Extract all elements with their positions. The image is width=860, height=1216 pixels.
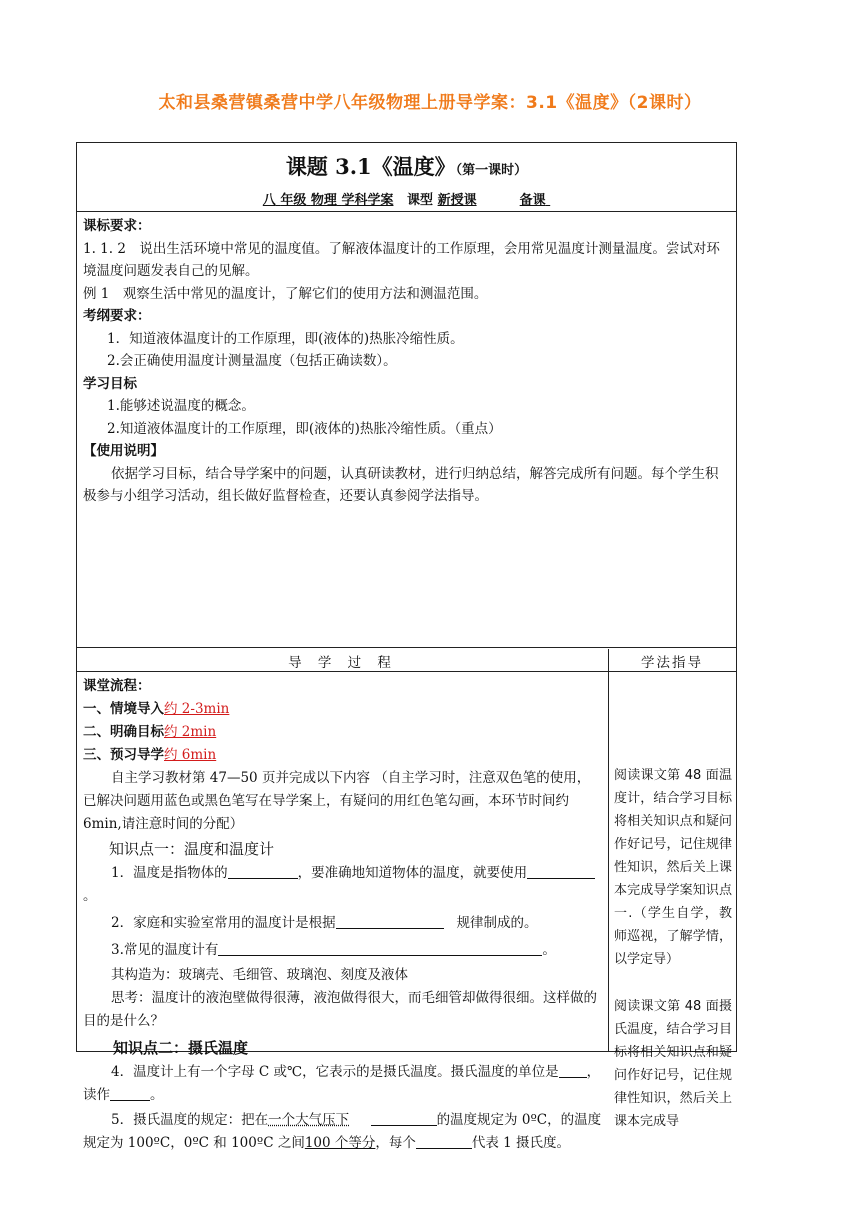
syllabus-item-1: 1．知道液体温度计的工作原理，即(液体的)热胀冷缩性质。 [107, 330, 464, 347]
lesson-sheet [76, 142, 737, 1151]
curriculum-heading: 课标要求： [83, 218, 151, 234]
answer-blank[interactable] [336, 913, 444, 929]
meta-subject: 物理 [310, 193, 337, 208]
answer-blank[interactable] [527, 863, 595, 879]
lesson-title [77, 151, 736, 181]
meta-prep: 备课 [519, 193, 546, 208]
meta-grade: 八 [262, 193, 276, 208]
column-process-header: 导 学 过 程 [288, 655, 397, 671]
answer-blank[interactable] [371, 1110, 437, 1126]
step-3: 三、预习导学约 6min [83, 747, 217, 763]
column-headers [77, 649, 736, 672]
self-study-text: 自主学习教材第 47—50 页并完成以下内容 （自主学习时，注意双色笔的使用，已解决问题用蓝色或黑色笔写在导学案上，有疑问的用红色笔勾画，本环节时间约 6min,请注意时间的分配） [83, 770, 591, 832]
usage-heading: 【使用说明】 [83, 443, 164, 459]
flow-heading: 课堂流程： [83, 678, 151, 694]
step-3-time: 约 6min [164, 747, 217, 763]
question-4: 4．温度计上有一个字母 C 或℃，它表示的是摄氏温度。摄氏温度的单位是 ，读作 。 [83, 1064, 601, 1103]
knowledge-point-2-title: 知识点二：摄氏温度 [113, 1039, 249, 1057]
step-2-time: 约 2min [164, 724, 217, 740]
meta-type-label: 课型 [407, 193, 434, 208]
think-text: 思考：温度计的液泡壁做得很薄，液泡做得很大，而毛细管却做得很细。这样做的目的是什么？ [83, 990, 597, 1029]
process-section [77, 672, 608, 1158]
question-3: 3.常见的温度计有 。 [111, 942, 556, 958]
step-1: 一、情境导入约 2-3min [83, 701, 230, 717]
method-section [610, 672, 736, 1133]
answer-blank[interactable] [416, 1133, 472, 1149]
document-title: 太和县桑营镇桑营中学八年级物理上册导学案：3.1《温度》（2课时） [158, 93, 702, 113]
answer-blank[interactable] [228, 863, 298, 879]
syllabus-item-2: 2.会正确使用温度计测量温度（包括正确读数）。 [107, 353, 397, 369]
lesson-meta [77, 189, 736, 208]
lesson-title-sub: （第一课时） [455, 163, 528, 178]
usage-text: 依据学习目标，结合导学案中的问题，认真研读教材，进行归纳总结，解答完成所有问题。每个学生积极参与小组学习活动，组长做好监督检查，还要认真参阅学法指导。 [83, 465, 719, 504]
goal-item-2: 2.知道液体温度计的工作原理，即(液体的)热胀冷缩性质。（重点） [107, 420, 502, 437]
question-2: 2．家庭和实验室常用的温度计是根据 规律制成的。 [111, 915, 538, 931]
goal-item-1: 1.能够述说温度的概念。 [107, 398, 255, 414]
answer-blank[interactable] [218, 940, 542, 956]
step-1-time: 约 2-3min [164, 701, 230, 717]
method-tip-2: 阅读课文第 48 面摄氏温度，结合学习目标将相关知识点和疑问作好记号，记住规律性知识，然后关上课本完成导 [614, 999, 732, 1129]
requirements-section [77, 212, 736, 648]
question-5: 5．摄氏温度的规定：把在一个大气压下 的温度规定为 0ºC，的温度规定为 100ºC，0ºC 和 100ºC 之间100 个等分，每个 代表 1 摄氏度。 [83, 1112, 602, 1151]
syllabus-heading: 考纲要求： [83, 308, 151, 324]
method-tip-1: 阅读课文第 48 面温度计，结合学习目标将相关知识点和疑问作好记号，记住规律性知识，然后关上课本完成导学案知识点一.（学生自学，教师巡视，了解学情，以学定导） [614, 768, 732, 967]
meta-type-value: 新授课 [437, 193, 477, 208]
meta-plan: 学科学案 [341, 193, 394, 208]
lesson-header [77, 143, 736, 212]
column-method-header: 学法指导 [641, 655, 703, 671]
question-1: 1．温度是指物体的 ，要准确地知道物体的温度，就要使用。 [83, 862, 602, 908]
structure-text: 其构造为：玻璃壳、毛细管、玻璃泡、刻度及液体 [111, 967, 408, 983]
column-divider [608, 649, 609, 1051]
goals-heading: 学习目标 [83, 375, 137, 392]
step-2: 二、明确目标约 2min [83, 724, 217, 740]
knowledge-point-1-title: 知识点一：温度和温度计 [109, 840, 275, 858]
answer-blank[interactable] [559, 1062, 587, 1078]
meta-grade-suffix: 年级 [280, 193, 307, 208]
curriculum-example: 例 1 观察生活中常见的温度计，了解它们的使用方法和测温范围。 [83, 285, 488, 302]
answer-blank[interactable] [110, 1085, 150, 1101]
curriculum-text: 1. 1. 2 说出生活环境中常见的温度值。了解液体温度计的工作原理，会用常见温度计测量温度。尝试对环境温度问题发表自己的见解。 [83, 240, 720, 279]
lesson-title-main: 课题 3.1《温度》 [285, 154, 456, 179]
